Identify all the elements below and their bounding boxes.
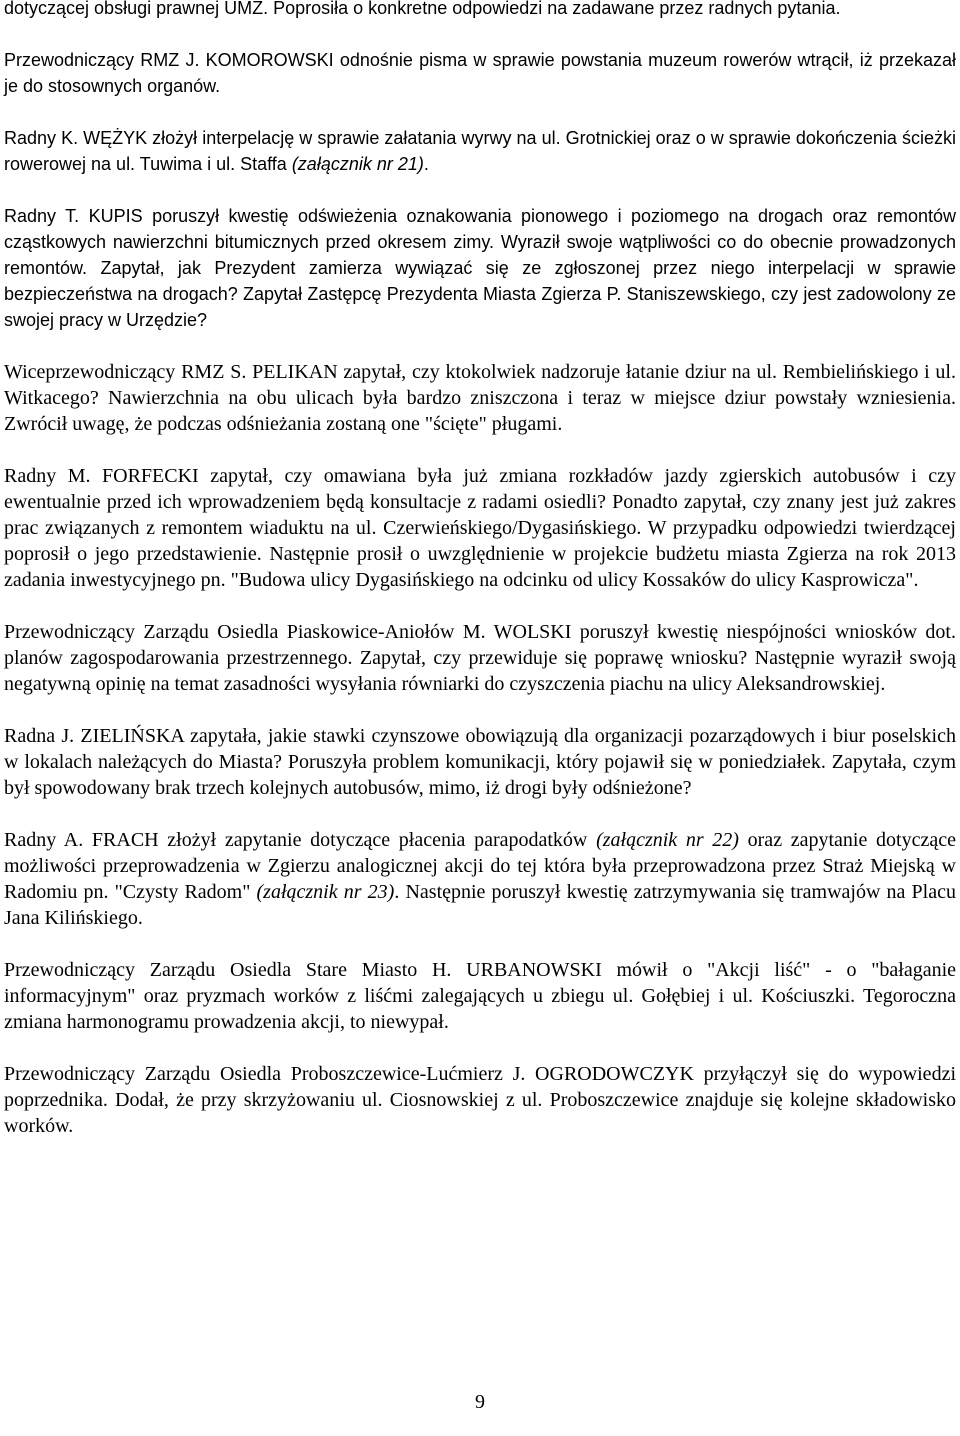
paragraph-gap: [4, 333, 956, 359]
paragraph-legal-service: [4, 0, 956, 21]
paragraph-kupis: [4, 203, 956, 333]
paragraph-gap: [4, 21, 956, 47]
paragraph-text: . Następnie poruszył kwestię zatrzymywania się tramwajów na Placu Jana Kilińskiego.: [4, 881, 956, 929]
paragraph-gap: [4, 1035, 956, 1061]
attachment-reference: (załącznik nr 23): [256, 881, 395, 903]
paragraph-gap: [4, 931, 956, 957]
paragraph-gap: [4, 99, 956, 125]
paragraph-pelikan: [4, 359, 956, 437]
attachment-reference: (załącznik nr 22): [596, 829, 739, 851]
paragraph-gap: [4, 593, 956, 619]
paragraph-text: Radny A. FRACH złożył zapytanie dotyczące płacenia parapodatków: [4, 829, 597, 851]
paragraph-wolski: [4, 619, 956, 697]
paragraph-text: Przewodniczący RMZ J. KOMOROWSKI odnośnie pisma w sprawie powstania muzeum rowerów wtrącił, iż przekazał je do stosownych organów.: [4, 50, 956, 96]
paragraph-text: dotyczącej obsługi prawnej UMZ. Poprosiła o konkretne odpowiedzi na zadawane przez radnych pytania.: [4, 0, 841, 18]
paragraph-komorowski: [4, 47, 956, 99]
attachment-reference: (załącznik nr 21): [291, 154, 424, 174]
paragraph-text: .: [423, 154, 429, 174]
paragraph-gap: [4, 697, 956, 723]
paragraph-text: oraz zapytanie dotyczące możliwości przeprowadzenia w Zgierzu analogicznej akcji do tej która była przeprowadzona przez Straż Miejską w Radomiu pn. "Czysty Radom": [4, 829, 956, 903]
paragraph-gap: [4, 801, 956, 827]
paragraph-zielinska: [4, 723, 956, 801]
page-number: 9: [475, 1391, 485, 1413]
paragraph-forfecki: [4, 463, 956, 593]
paragraph-text: Przewodniczący Zarządu Osiedla Proboszczewice-Lućmierz J. OGRODOWCZYK przyłączył się do wypowiedzi poprzednika. Dodał, że przy skrzyżowaniu ul. Ciosnowskiej z ul. Proboszczewice znajduje się kolejne składowisko worków.: [4, 1063, 956, 1137]
paragraph-text: Wiceprzewodniczący RMZ S. PELIKAN zapytał, czy ktokolwiek nadzoruje łatanie dziur na ul. Rembielińskiego i ul. Witkacego? Nawierzchnia na obu ulicach była bardzo zniszczona i teraz w miejsce dziur powstały wzniesienia. Zwrócił uwagę, że podczas odśnieżania zostaną one "ścięte" pługami.: [4, 361, 956, 435]
paragraph-gap: [4, 177, 956, 203]
paragraph-gap: [4, 437, 956, 463]
paragraph-text: Radna J. ZIELIŃSKA zapytała, jakie stawki czynszowe obowiązują dla organizacji pozarządowych i biur poselskich w lokalach należących do Miasta? Poruszyła problem komunikacji, który pojawił się w poniedziałek. Zapytała, czym był spowodowany brak trzech kolejnych autobusów, mimo, iż drogi były odśnieżone?: [4, 725, 956, 799]
paragraph-text: Przewodniczący Zarządu Osiedla Piaskowice-Aniołów M. WOLSKI poruszył kwestię niespójności wniosków dot. planów zagospodarowania przestrzennego. Zapytał, czy przewiduje się poprawę wniosku? Następnie wyraził swoją negatywną opinię na temat zasadności wysyłania równiarki do czyszczenia piachu na ulicy Aleksandrowskiej.: [4, 621, 956, 695]
paragraph-ogrodowczyk: [4, 1061, 956, 1139]
paragraph-text: Radny T. KUPIS poruszył kwestię odświeżenia oznakowania pionowego i poziomego na drogach oraz remontów cząstkowych nawierzchni bitumicznych przed okresem zimy. Wyraził swoje wątpliwości co do obecnie prowadzonych remontów. Zapytał, jak Prezydent zamierza wywiązać się ze zgłoszonej przez niego interpelacji w sprawie bezpieczeństwa na drogach? Zapytał Zastępcę Prezydenta Miasta Zgierza P. Staniszewskiego, czy jest zadowolony ze swojej pracy w Urzędzie?: [4, 206, 956, 330]
paragraph-text: Radny M. FORFECKI zapytał, czy omawiana była już zmiana rozkładów jazdy zgierskich autobusów i czy ewentualnie przed ich wprowadzeniem będą konsultacje z radami osiedli? Ponadto zapytał, czy znany jest już zakres prac związanych z remontem wiaduktu na ul. Czerwieńskiego/Dygasińskiego. W przypadku odpowiedzi twierdzącej poprosił o jego przedstawienie. Następnie prosił o uwzględnienie w projekcie budżetu miasta Zgierza na rok 2013 zadania inwestycyjnego pn. "Budowa ulicy Dygasińskiego na odcinku od ulicy Kossaków do ulicy Kasprowicza".: [4, 465, 956, 591]
paragraph-text: Przewodniczący Zarządu Osiedla Stare Miasto H. URBANOWSKI mówił o "Akcji liść" - o "bałaganie informacyjnym" oraz pryzmach worków z liśćmi zalegających u zbiegu ul. Gołębiej i ul. Kościuszki. Tegoroczna zmiana harmonogramu prowadzenia akcji, to niewypał.: [4, 959, 956, 1033]
paragraph-urbanowski: [4, 957, 956, 1035]
paragraph-wezyk: [4, 125, 956, 177]
paragraph-frach: [4, 827, 956, 931]
document-page: [4, 0, 956, 1139]
paragraph-text: Radny K. WĘŻYK złożył interpelację w sprawie załatania wyrwy na ul. Grotnickiej oraz o w sprawie dokończenia ścieżki rowerowej na ul. Tuwima i ul. Staffa: [4, 128, 956, 174]
